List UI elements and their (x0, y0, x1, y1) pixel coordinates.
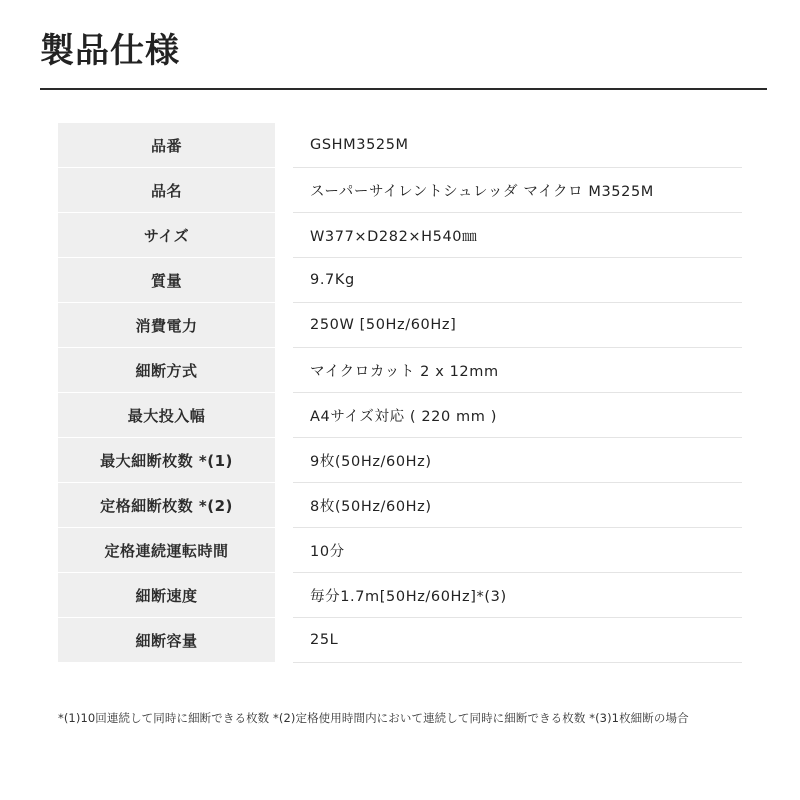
spec-value: W377×D282×H540㎜ (293, 213, 742, 258)
spec-label: 質量 (58, 258, 275, 303)
spec-value: 9枚(50Hz/60Hz) (293, 438, 742, 483)
spec-row-product-name (58, 168, 742, 213)
spec-value: 9.7Kg (293, 258, 742, 303)
spec-value: 250W [50Hz/60Hz] (293, 303, 742, 348)
title-divider (40, 88, 767, 90)
spec-label: 細断方式 (58, 348, 275, 393)
spec-value: 8枚(50Hz/60Hz) (293, 483, 742, 528)
spec-row-size (58, 213, 742, 258)
spec-value: 10分 (293, 528, 742, 573)
page-title: 製品仕様 (40, 31, 180, 71)
spec-row-bin-capacity (58, 618, 742, 663)
spec-row-rated-sheet-capacity (58, 483, 742, 528)
footnote: *(1)10回連続して同時に細断できる枚数 *(2)定格使用時間内において連続して同時に細断できる枚数 *(3)1枚細断の場合 (58, 711, 689, 725)
spec-row-max-sheet-capacity (58, 438, 742, 483)
spec-value: GSHM3525M (293, 123, 742, 168)
spec-label: サイズ (58, 213, 275, 258)
spec-label: 定格連続運転時間 (58, 528, 275, 573)
spec-row-max-feed-width (58, 393, 742, 438)
spec-label: 消費電力 (58, 303, 275, 348)
spec-value: 25L (293, 618, 742, 663)
spec-label: 最大細断枚数 *(1) (58, 438, 275, 483)
spec-row-shred-speed (58, 573, 742, 618)
spec-table (58, 123, 742, 663)
spec-row-cut-type (58, 348, 742, 393)
spec-row-power-consumption (58, 303, 742, 348)
spec-row-weight (58, 258, 742, 303)
spec-label: 品番 (58, 123, 275, 168)
spec-row-continuous-run-time (58, 528, 742, 573)
spec-label: 細断速度 (58, 573, 275, 618)
spec-row-part-number (58, 123, 742, 168)
spec-value: 毎分1.7m[50Hz/60Hz]*(3) (293, 573, 742, 618)
spec-value: マイクロカット 2 x 12mm (293, 348, 742, 393)
spec-label: 細断容量 (58, 618, 275, 663)
spec-label: 最大投入幅 (58, 393, 275, 438)
spec-label: 定格細断枚数 *(2) (58, 483, 275, 528)
spec-value: A4サイズ対応 ( 220 mm ) (293, 393, 742, 438)
spec-value: スーパーサイレントシュレッダ マイクロ M3525M (293, 168, 742, 213)
spec-label: 品名 (58, 168, 275, 213)
